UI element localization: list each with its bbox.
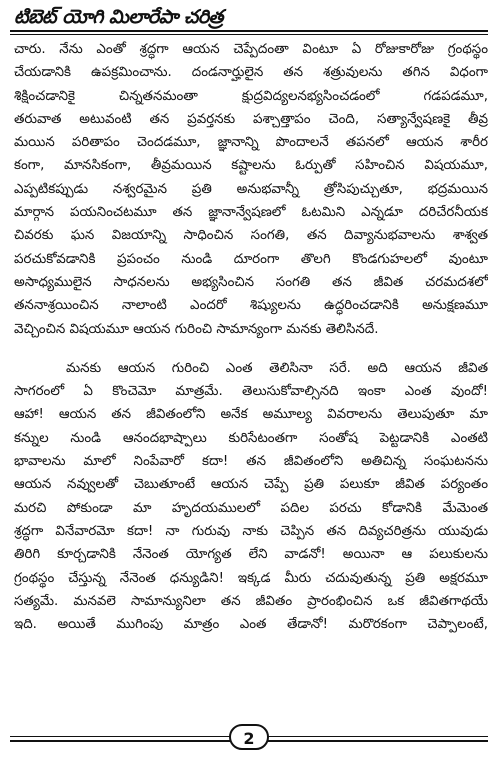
text-line: చారు. నేను ఎంతో శ్రద్ధగా ఆయన చెప్పేదంతా వింటూ ఏ రోజుకారోజు గ్రంథస్థం [14, 42, 488, 57]
text-line: తరువాత అటువంటి తన ప్రవర్తనకు పశ్చాత్తాపం చెంది, సత్యాన్వేషణకై తీవ్ర [14, 111, 488, 127]
text-line: కంగా, మానసికంగా, తీవ్రమయిన కష్టాలను ఓర్పుతో సహించిన విషయమూ, [14, 158, 488, 174]
page-number: 2 [229, 724, 269, 750]
text-line: ఎప్పటికప్పుడు నశ్వరమైన ప్రతి అనుభవాన్నీ త్రోసిపుచ్చుతూ, భద్రమయిన [14, 181, 488, 197]
text-line: ఇది. అయితే ముగింపు మాత్రం ఎంత తేడానో! మరొరకంగా చెప్పాలంటే, [14, 617, 488, 633]
text-line: మార్గాన పయనించటమూ తన జ్ఞానాన్వేషణలో ఓటమిని ఎన్నడూ దరిచేరనీయక [14, 205, 488, 221]
text-line: భావాలను మాలో నింపేవారో కదా! తన జీవితంలోని అతిచిన్న సంఘటనను [14, 454, 488, 470]
text-line: తననాశ్రయించిన నాలాంటి ఎందరో శిష్యులను ఉద్ధరించడానికి అనుక్షణమూ [14, 298, 488, 314]
text-line: కన్నుల నుండి ఆనందభాష్పాలు కురిసేటంతగా సంతోష పెట్టడానికి ఎంతటి [14, 430, 488, 446]
text-line: గ్రంథస్థం చేస్తున్న నేనెంత ధన్యుడిని! ఇక్కడ మీరు చదువుతున్న ప్రతి అక్షరమూ [14, 570, 488, 586]
header-rule-thin [10, 34, 488, 35]
text-line: చేయడానికి ఉపక్రమించాను. దండనార్హులైన తన శత్రువులను తగిన విధంగా [14, 65, 488, 81]
text-line: శిక్షించడానికై చిన్నతనమంతా క్షుద్రవిద్యలనభ్యసించడంలో గడపడమూ, [14, 88, 488, 104]
page-footer [10, 722, 488, 756]
header-rule [10, 30, 488, 32]
text-line: ఆయన నవ్వులతో చెబుతూంటే ఆయన చెప్పే ప్రతి పలుకూ జీవిత పర్యంతం [14, 477, 488, 493]
book-title: టిబెట్ యోగి మిలారేపా చరిత్ర [14, 6, 223, 28]
text-line: చివరకు ఘన విజయాన్ని సాధించిన సంగతి, తన దివ్యానుభవాలను శాశ్వత [14, 228, 488, 244]
paragraph-1 [14, 38, 488, 341]
text-line: ఆహా! ఆయన తన జీవితంలోని అనేక అమూల్య వివరాలను తెలుపుతూ మా [14, 407, 488, 423]
text-line: సాగరంలో ఏ కొంచెమో మాత్రమే. తెలుసుకోవాల్సినది ఇంకా ఎంత వుందో! [14, 384, 488, 400]
text-line: మయిన పరితాపం చెందడమూ, జ్ఞానాన్ని పొందాలనే తపనలో ఆయన శారీర [14, 135, 488, 151]
text-line: తిరిగి కూర్చడానికి నేనెంత యోగ్యత లేని వాడనో! అయినా ఆ పలుకులను [14, 547, 488, 563]
text-line: వెచ్చించిన విషయమూ ఆయన గురించి సామాన్యంగా మనకు తెలిసినదే. [14, 321, 379, 337]
running-header [10, 4, 488, 34]
text-line: పరచుకోవడానికి ప్రపంచం నుండి దూరంగా తొలగి కొండగుహలలో వుంటూ [14, 251, 488, 267]
page-body [14, 38, 488, 636]
paragraph-gap [14, 341, 488, 357]
text-line: మరచి పోకుండా మా హృదయములలో పదిల పరచు కోడానికి మేమెంత [14, 500, 488, 516]
text-line: శ్రద్ధగా వినేవారమో కదా! నా గురువు నాకు చెప్పిన తన దివ్యచరిత్రను యువుడు [14, 523, 488, 539]
text-line: సత్యమే. మనవలె సామాన్యునిలా తన జీవితం ప్రారంభించిన ఒక జీవితగాథయే [14, 593, 488, 609]
text-line: మనకు ఆయన గురించి ఎంత తెలిసినా సరే. అది ఆయన జీవిత [66, 360, 488, 376]
text-line: అసాధ్యములైన సాధనలను అభ్యసించిన సంగతి తన జీవిత చరమదశలో [14, 274, 488, 290]
paragraph-2 [14, 357, 488, 637]
